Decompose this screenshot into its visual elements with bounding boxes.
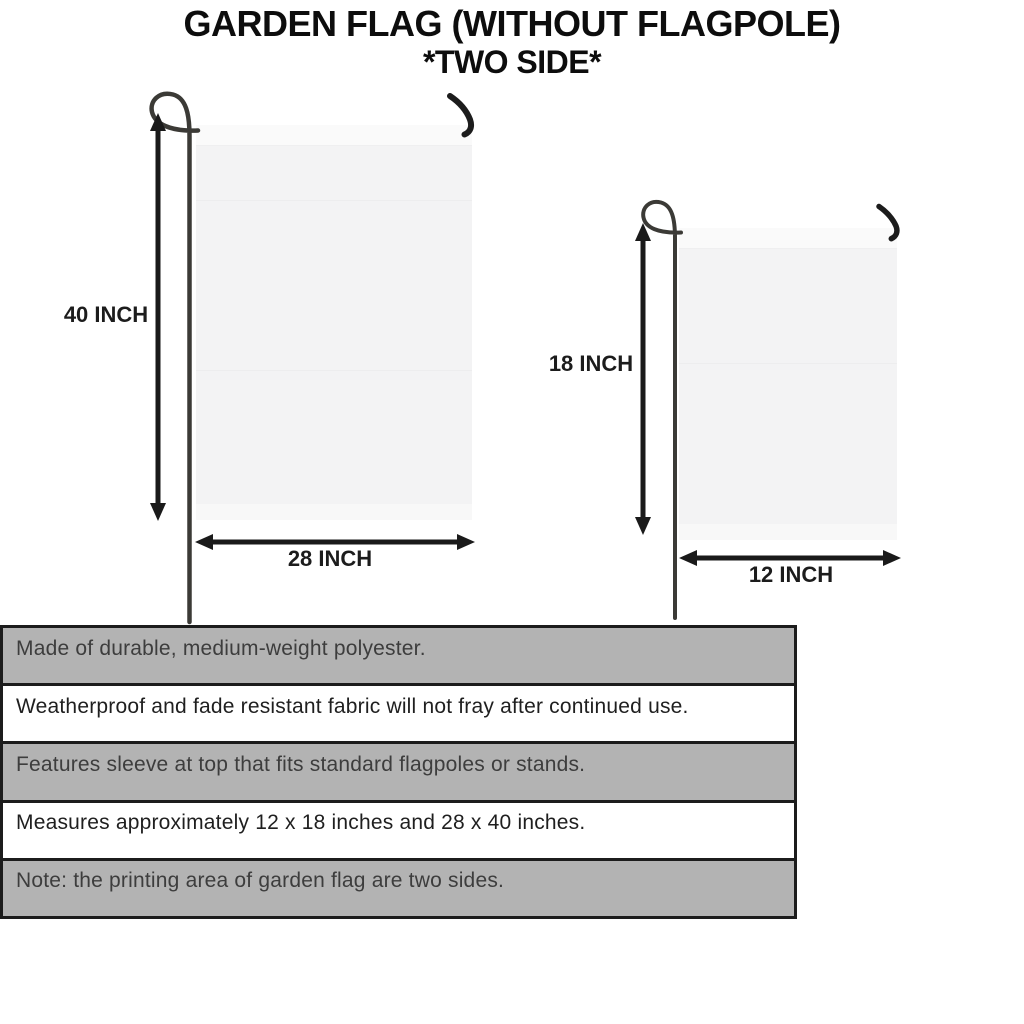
title-line-2: *TWO SIDE* bbox=[422, 43, 602, 80]
hook-icon bbox=[440, 85, 490, 143]
flag-bottom-band bbox=[196, 504, 472, 520]
large-flag-height-label: 40 INCH bbox=[63, 302, 149, 327]
page-title bbox=[0, 4, 1024, 80]
feature-table bbox=[0, 625, 797, 919]
feature-row: Measures approximately 12 x 18 inches and 28 x 40 inches. bbox=[3, 800, 794, 858]
title-line-1: GARDEN FLAG (WITHOUT FLAGPOLE) bbox=[183, 3, 841, 44]
feature-row: Note: the printing area of garden flag are two sides. bbox=[3, 858, 794, 916]
height-arrow bbox=[631, 222, 655, 536]
large-flag-width-label: 28 INCH bbox=[287, 546, 373, 571]
small-flag-sleeve bbox=[679, 228, 897, 249]
large-flag-panel bbox=[196, 125, 472, 520]
small-flag-height-label: 18 INCH bbox=[548, 351, 634, 376]
fold-line bbox=[196, 200, 472, 201]
small-flag-panel bbox=[679, 228, 897, 540]
flag-bottom-band bbox=[679, 524, 897, 540]
large-flag-sleeve bbox=[196, 125, 472, 146]
feature-row: Made of durable, medium-weight polyester. bbox=[3, 628, 794, 683]
feature-row: Features sleeve at top that fits standard flagpoles or stands. bbox=[3, 741, 794, 799]
hook-icon bbox=[870, 198, 915, 246]
fold-line bbox=[679, 363, 897, 364]
fold-line bbox=[196, 370, 472, 371]
small-flag-width-label: 12 INCH bbox=[748, 562, 834, 587]
feature-row: Weatherproof and fade resistant fabric will not fray after continued use. bbox=[3, 683, 794, 741]
